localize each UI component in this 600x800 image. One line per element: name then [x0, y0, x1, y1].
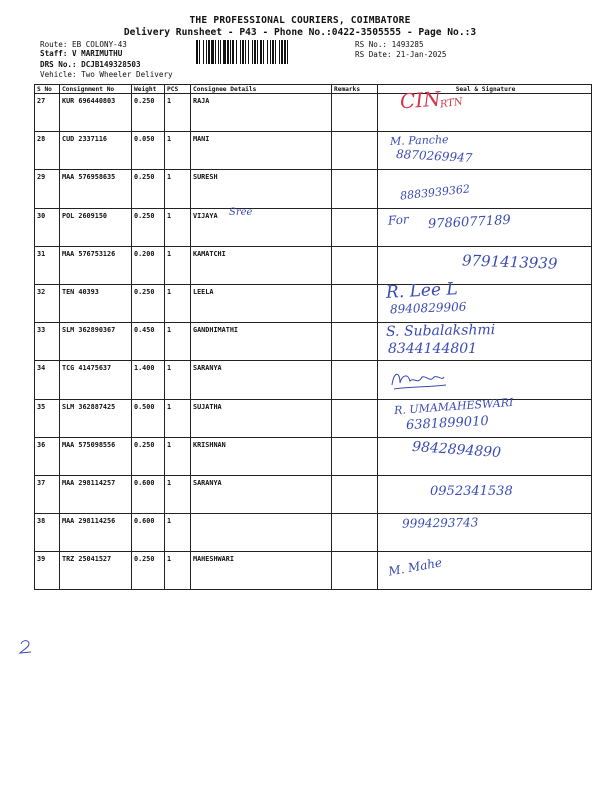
cell-consignee-text: MAHESHWARI: [193, 555, 234, 564]
table-row: [35, 284, 592, 322]
cell-consignment: [60, 94, 132, 132]
cell-pcs: [165, 170, 191, 208]
cell-consignee: [191, 399, 332, 437]
handwritten-signature: M. Panche: [389, 133, 449, 149]
cell-weight-text: 0.250: [134, 97, 155, 105]
handwritten-signature: 8870269947: [395, 147, 473, 166]
cell-sno-text: 33: [37, 326, 46, 335]
cell-weight: [132, 246, 165, 284]
column-header-signature: Seal & Signature: [378, 85, 592, 94]
cell-pcs: [165, 399, 191, 437]
cell-signature: [378, 170, 592, 208]
cell-sno-text: 27: [37, 97, 46, 105]
rs-date: RS Date: 21-Jan-2025: [355, 50, 447, 59]
cell-sno-text: 31: [37, 249, 46, 258]
cell-consignee: [191, 94, 332, 132]
cell-consignee: [191, 170, 332, 208]
cell-pcs: [165, 284, 191, 322]
cell-consignee: [191, 361, 332, 399]
cell-consignment: [60, 437, 132, 475]
cell-pcs: [165, 475, 191, 513]
cell-pcs-text: 1: [167, 287, 172, 296]
cell-consignee-text: SUJATHA: [193, 402, 222, 411]
cell-consignment-text: SLM 362890367: [62, 326, 116, 335]
cell-weight: [132, 323, 165, 361]
cell-remarks: [332, 132, 378, 170]
cell-consignment: [60, 284, 132, 322]
cell-remarks: [332, 170, 378, 208]
cell-consignee: [191, 552, 332, 590]
table-row: [35, 94, 592, 132]
cell-remarks: [332, 323, 378, 361]
cell-consignment-text: KUR 696440803: [62, 97, 116, 105]
cell-signature: [378, 552, 592, 590]
cell-sno: [35, 437, 60, 475]
handwritten-signature: S. Subalakshmi: [385, 322, 496, 341]
cell-remarks: [332, 475, 378, 513]
cell-weight-text: 0.250: [134, 211, 155, 220]
vehicle-label: Vehicle: Two Wheeler Delivery: [40, 70, 173, 79]
cell-weight: [132, 132, 165, 170]
cell-weight: [132, 284, 165, 322]
cell-weight: [132, 94, 165, 132]
handwritten-signature: 8940829906: [389, 299, 467, 317]
cell-consignee-text: SARANYA: [193, 478, 222, 487]
cell-sno: [35, 323, 60, 361]
cell-signature: [378, 361, 592, 399]
cell-pcs: [165, 323, 191, 361]
cell-sno-text: 35: [37, 402, 46, 411]
cell-consignee: [191, 284, 332, 322]
cell-consignment: [60, 399, 132, 437]
cell-consignee: [191, 208, 332, 246]
cell-consignment: [60, 475, 132, 513]
cell-weight: [132, 399, 165, 437]
cell-weight: [132, 361, 165, 399]
cell-consignment: [60, 246, 132, 284]
cell-pcs-text: 1: [167, 478, 172, 487]
column-header-remarks: Remarks: [332, 85, 378, 94]
cell-consignment: [60, 208, 132, 246]
cell-consignee-text: GANDHIMATHI: [193, 326, 239, 335]
cell-remarks: [332, 514, 378, 552]
cell-sno-text: 34: [37, 364, 46, 373]
cell-signature: [378, 395, 592, 437]
cell-pcs: [165, 437, 191, 475]
cell-weight: [132, 208, 165, 246]
cell-weight: [132, 170, 165, 208]
column-header-weight: Weight: [132, 85, 165, 94]
table-row: [35, 399, 592, 437]
cell-signature: [378, 246, 592, 284]
cell-pcs-text: 1: [167, 211, 172, 220]
cell-remarks: [332, 361, 378, 399]
cell-consignee: [191, 437, 332, 475]
company-title: THE PROFESSIONAL COURIERS, COIMBATORE: [189, 15, 411, 26]
handwritten-signature: R. UMAMAHESWARI: [393, 395, 514, 417]
cell-pcs-text: 1: [167, 555, 172, 564]
cell-pcs-text: 1: [167, 402, 172, 411]
cell-weight-text: 0.250: [134, 173, 155, 182]
column-header-sno: S No: [35, 85, 60, 94]
cell-signature: [378, 208, 592, 246]
cell-weight-text: 0.500: [134, 402, 155, 411]
cell-consignment: [60, 361, 132, 399]
cell-remarks: [332, 94, 378, 132]
table-row: [35, 246, 592, 284]
handwritten-signature: R. Lee L: [385, 279, 459, 303]
scribble-signature: [388, 365, 448, 395]
handwritten-signature: For: [387, 211, 410, 228]
cell-consignment-text: MAA 575098556: [62, 440, 116, 449]
cell-sno: [35, 94, 60, 132]
cell-weight: [132, 552, 165, 590]
cell-sno: [35, 475, 60, 513]
column-header-consignee: Consignee Details: [191, 85, 332, 94]
cell-consignee: [191, 246, 332, 284]
cell-remarks: [332, 284, 378, 322]
handwritten-page-mark: [18, 638, 34, 656]
cell-consignee: [191, 514, 332, 552]
cell-sno-text: 39: [37, 555, 46, 564]
cell-consignment-text: CUD 2337116: [62, 135, 108, 144]
handwritten-consignee-note: Sree: [229, 206, 253, 218]
table-row: [35, 361, 592, 399]
cell-signature: [378, 132, 592, 170]
handwritten-signature: M. Mahe: [387, 555, 443, 579]
cell-sno: [35, 284, 60, 322]
cell-consignee: [191, 323, 332, 361]
cell-pcs: [165, 361, 191, 399]
handwritten-signature: CIN: [399, 86, 442, 114]
cell-consignment-text: MAA 298114256: [62, 517, 116, 526]
column-header-consignment: Consignment No: [60, 85, 132, 94]
barcode-image: [196, 40, 338, 64]
cell-pcs-text: 1: [167, 364, 172, 373]
cell-consignee-text: RAJA: [193, 97, 210, 105]
cell-consignment-text: TEN 40393: [62, 287, 99, 296]
column-header-pcs: PCS: [165, 85, 191, 94]
cell-consignment: [60, 132, 132, 170]
cell-consignee-text: LEELA: [193, 287, 214, 296]
handwritten-signature: 9842894890: [411, 438, 502, 461]
cell-sno-text: 30: [37, 211, 46, 220]
cell-sno: [35, 170, 60, 208]
cell-pcs: [165, 132, 191, 170]
cell-sno: [35, 399, 60, 437]
cell-pcs-text: 1: [167, 249, 172, 258]
cell-sno: [35, 361, 60, 399]
handwritten-signature: 9786077189: [427, 212, 512, 232]
cell-pcs-text: 1: [167, 326, 172, 335]
cell-consignee: [191, 475, 332, 513]
cell-remarks: [332, 552, 378, 590]
cell-sno: [35, 552, 60, 590]
cell-consignment-text: TRZ 25041527: [62, 555, 112, 564]
cell-signature: [378, 437, 592, 475]
cell-pcs: [165, 246, 191, 284]
table-row: [35, 475, 592, 513]
cell-consignment-text: MAA 298114257: [62, 478, 116, 487]
cell-remarks: [332, 437, 378, 475]
cell-consignee-text: SURESH: [193, 173, 218, 182]
cell-consignee-text: MANI: [193, 135, 210, 144]
cell-consignment-text: TCG 41475637: [62, 364, 112, 373]
cell-signature: [378, 475, 592, 513]
cell-remarks: [332, 246, 378, 284]
cell-sno: [35, 246, 60, 284]
cell-sno-text: 36: [37, 440, 46, 449]
drs-number: DRS No.: DCJB149328503: [40, 60, 141, 69]
cell-sno-text: 32: [37, 287, 46, 296]
cell-consignment: [60, 323, 132, 361]
cell-pcs: [165, 514, 191, 552]
cell-weight: [132, 437, 165, 475]
cell-weight: [132, 475, 165, 513]
cell-pcs-text: 1: [167, 97, 172, 105]
handwritten-signature: RTN: [439, 96, 464, 111]
cell-weight-text: 0.050: [134, 135, 155, 144]
cell-pcs-text: 1: [167, 173, 172, 182]
cell-sno: [35, 514, 60, 552]
cell-pcs-text: 1: [167, 440, 172, 449]
cell-pcs: [165, 552, 191, 590]
handwritten-signature: 8344144801: [388, 341, 478, 358]
cell-remarks: [332, 399, 378, 437]
handwritten-signature: 0952341538: [430, 483, 513, 499]
cell-consignment: [60, 514, 132, 552]
table-row: [35, 323, 592, 361]
table-header-row: [35, 85, 592, 94]
cell-consignee-text: KRISHNAN: [193, 440, 226, 449]
cell-remarks: [332, 208, 378, 246]
table-row: [35, 170, 592, 208]
cell-sno-text: 37: [37, 478, 46, 487]
cell-sno-text: 29: [37, 173, 46, 182]
cell-signature: [378, 514, 592, 552]
table-row: [35, 552, 592, 590]
cell-consignment-text: SLM 362887425: [62, 402, 116, 411]
cell-sno-text: 28: [37, 135, 46, 144]
cell-pcs: [165, 94, 191, 132]
staff-label: Staff: V MARIMUTHU: [40, 49, 123, 58]
rs-number: RS No.: 1493285: [355, 40, 424, 49]
table-row: [35, 208, 592, 246]
cell-sno-text: 38: [37, 517, 46, 526]
table-row: [35, 514, 592, 552]
handwritten-signature: 6381899010: [405, 413, 490, 433]
handwritten-signature: 8883939362: [399, 182, 471, 203]
cell-weight-text: 0.450: [134, 326, 155, 335]
cell-sno: [35, 208, 60, 246]
cell-weight-text: 0.200: [134, 249, 155, 258]
handwritten-signature: 9994293743: [401, 515, 479, 531]
cell-consignment-text: MAA 576958635: [62, 173, 116, 182]
cell-consignment: [60, 170, 132, 208]
table-row: [35, 132, 592, 170]
cell-pcs: [165, 208, 191, 246]
cell-consignment-text: POL 2609150: [62, 211, 108, 220]
cell-weight-text: 0.250: [134, 555, 155, 564]
delivery-table: [34, 84, 592, 590]
cell-sno: [35, 132, 60, 170]
cell-pcs-text: 1: [167, 135, 172, 144]
runsheet-title: Delivery Runsheet - P43 - Phone No.:0422-3505555 - Page No.:3: [123, 27, 477, 38]
cell-weight-text: 0.600: [134, 517, 155, 526]
cell-consignee: [191, 132, 332, 170]
cell-consignee-text: SARANYA: [193, 364, 222, 373]
cell-weight-text: 0.250: [134, 440, 155, 449]
cell-consignee-text: KAMATCHI: [193, 249, 226, 258]
cell-pcs-text: 1: [167, 517, 172, 526]
cell-signature: [378, 279, 592, 322]
cell-weight-text: 1.400: [134, 364, 155, 373]
cell-consignee-text: VIJAYA: [193, 211, 218, 220]
route-label: Route: EB COLONY-43: [40, 40, 127, 49]
cell-weight: [132, 514, 165, 552]
cell-weight-text: 0.250: [134, 287, 155, 296]
table-row: [35, 437, 592, 475]
cell-weight-text: 0.600: [134, 478, 155, 487]
cell-consignment: [60, 552, 132, 590]
cell-signature: [378, 323, 592, 361]
cell-consignment-text: MAA 576753126: [62, 249, 116, 258]
handwritten-signature: 9791413939: [461, 251, 558, 273]
